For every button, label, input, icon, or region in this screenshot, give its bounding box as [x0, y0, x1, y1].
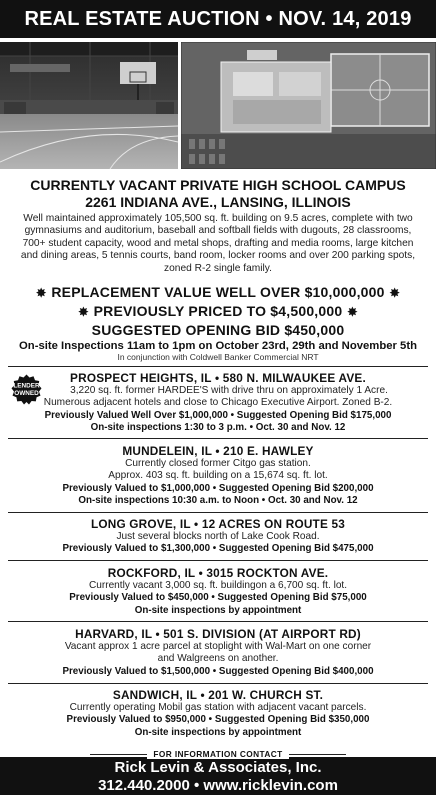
property-name: HARVARD, IL • 501 S. DIVISION (AT AIRPORT RD)	[75, 627, 361, 641]
auction-banner	[0, 0, 436, 38]
badge-line1: LENDER	[13, 382, 40, 390]
property-value: Previously Valued to $1,000,000 • Suggested Opening Bid $200,000	[62, 482, 374, 494]
property-description: Vacant approx 1 acre parcel at stoplight with Wal-Mart on one corner	[64, 641, 372, 652]
replacement-value: REPLACEMENT VALUE WELL OVER $10,000,000	[51, 284, 385, 300]
contact-label: FOR INFORMATION CONTACT	[0, 749, 436, 759]
property-value: Previously Valued to $450,000 • Suggested Opening Bid $75,000	[69, 592, 367, 604]
divider	[8, 560, 428, 561]
property-value: Previously Valued to $950,000 • Suggested Opening Bid $350,000	[66, 714, 370, 726]
property-listing	[0, 688, 436, 739]
property-description: Currently operating Mobil gas station with adjacent vacant parcels.	[69, 702, 367, 713]
property-description: Numerous adjacent hotels and close to Chicago Executive Airport. Zoned B-2.	[43, 397, 393, 409]
property-value: Previously Valued Well Over $1,000,000 • Suggested Opening Bid $175,000	[44, 409, 392, 421]
divider	[8, 512, 428, 513]
property-inspection: On-site inspections 10:30 a.m. to Noon • Oct. 30 and Nov. 12	[78, 495, 358, 507]
previously-priced: PREVIOUSLY PRICED TO $4,500,000	[93, 303, 343, 319]
star-icon: ✸	[389, 286, 400, 300]
contact-banner	[0, 757, 436, 795]
phone-and-website: 312.440.2000 • www.ricklevin.com	[98, 777, 338, 794]
property-inspection: On-site inspections by appointment	[134, 604, 302, 616]
star-icon: ✸	[78, 305, 89, 319]
property-description: Approx. 403 sq. ft. building on a 15,674 sq. ft. lot.	[108, 470, 328, 482]
property-description: Currently closed former Citgo gas station.	[125, 458, 311, 469]
divider	[8, 366, 428, 367]
property-listing	[0, 371, 436, 435]
campus-address: 2261 INDIANA AVE., LANSING, ILLINOIS	[85, 194, 351, 210]
property-name: ROCKFORD, IL • 3015 ROCKTON AVE.	[107, 566, 329, 580]
property-description: 3,220 sq. ft. former HARDEE'S with drive thru on approximately 1 Acre.	[70, 385, 388, 396]
property-name: LONG GROVE, IL • 12 ACRES ON ROUTE 53	[90, 517, 346, 531]
divider	[8, 683, 428, 684]
property-value: Previously Valued to $1,500,000 • Suggested Opening Bid $400,000	[62, 665, 374, 677]
property-listing	[0, 444, 436, 508]
gymnasium-photo	[0, 42, 178, 169]
campus-title: CURRENTLY VACANT PRIVATE HIGH SCHOOL CAMPUS	[30, 177, 406, 193]
star-icon: ✸	[347, 305, 358, 319]
property-listing	[0, 627, 436, 678]
auction-title: REAL ESTATE AUCTION • NOV. 14, 2019	[24, 8, 412, 30]
property-inspection: On-site inspections 1:30 to 3 p.m. • Oct. 30 and Nov. 12	[90, 422, 346, 434]
photo-row	[0, 38, 436, 169]
campus-inspections: On-site Inspections 11am to 1pm on October 23rd, 29th and November 5th	[19, 340, 417, 352]
campus-heading	[0, 177, 436, 211]
property-name: SANDWICH, IL • 201 W. CHURCH ST.	[112, 688, 324, 702]
badge-line2: OWNED	[14, 390, 39, 397]
divider	[8, 621, 428, 622]
property-name: MUNDELEIN, IL • 210 E. HAWLEY	[122, 444, 314, 458]
property-value: Previously Valued to $1,300,000 • Suggested Opening Bid $475,000	[62, 543, 374, 555]
property-inspection: On-site inspections by appointment	[134, 726, 302, 738]
firm-name: Rick Levin & Associates, Inc.	[114, 759, 322, 776]
suggested-opening-bid: SUGGESTED OPENING BID $450,000	[91, 322, 345, 338]
campus-value-summary	[0, 283, 436, 339]
property-description: Just several blocks north of Lake Cook Road.	[116, 531, 320, 542]
conjunction-note: In conjunction with Coldwell Banker Commercial NRT	[117, 352, 319, 362]
campus-description: Well maintained approximately 105,500 sq. ft. building on 9.5 acres, complete with two gymnasiums and auditorium, baseball and softball fields with dugouts, 28 classrooms, 700+ student capacity, wood and metal shops, drafting and media rooms, large kitchen and dining areas, 5 tennis courts, band room, locker rooms and over 200 parking spots, zoned R-2 single family.	[20, 213, 416, 274]
property-description: and Walgreens on another.	[157, 653, 279, 665]
star-icon: ✸	[36, 286, 47, 300]
property-name: PROSPECT HEIGHTS, IL • 580 N. MILWAUKEE AVE.	[70, 371, 366, 385]
property-listing	[0, 517, 436, 556]
divider	[8, 438, 428, 439]
aerial-campus-photo	[181, 42, 436, 169]
property-listing	[0, 566, 436, 617]
property-description: Currently vacant 3,000 sq. ft. buildingon a 6,700 sq. ft. lot.	[88, 580, 348, 591]
